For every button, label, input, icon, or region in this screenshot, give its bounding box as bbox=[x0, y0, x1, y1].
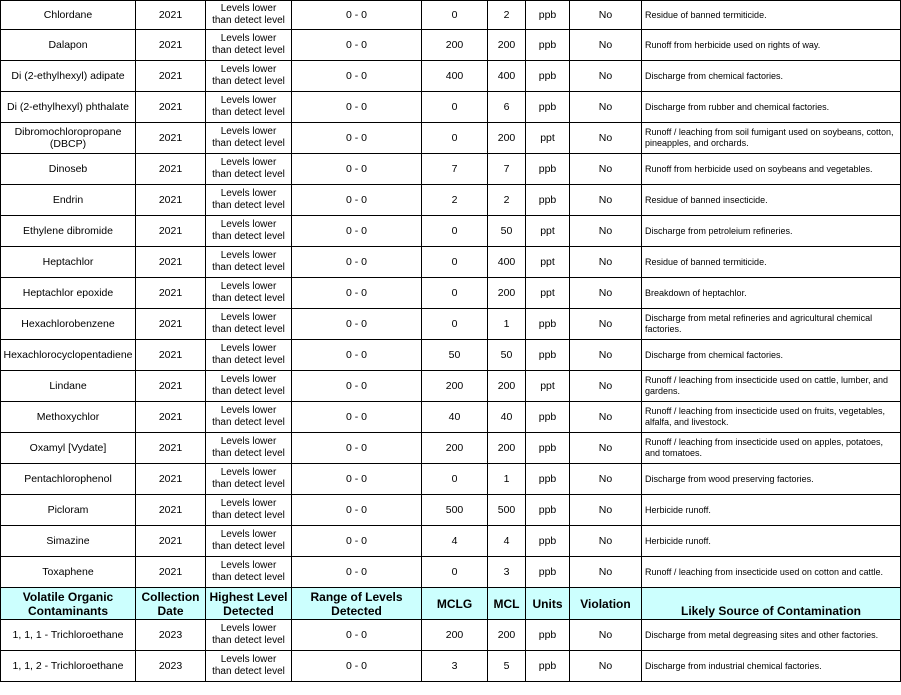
contaminant-name: Oxamyl [Vydate] bbox=[1, 433, 136, 464]
mcl-value: 40 bbox=[488, 402, 526, 433]
collection-date: 2021 bbox=[136, 402, 206, 433]
level-line: Levels lower bbox=[220, 560, 277, 571]
level-line: than detect level bbox=[212, 541, 285, 552]
likely-source: Discharge from petroleium refineries. bbox=[642, 216, 901, 247]
highest-level bbox=[206, 123, 292, 154]
range-of-levels: 0 - 0 bbox=[292, 30, 422, 61]
mclg-value: 0 bbox=[422, 309, 488, 340]
units: ppb bbox=[526, 30, 570, 61]
mclg-value: 200 bbox=[422, 30, 488, 61]
range-of-levels: 0 - 0 bbox=[292, 402, 422, 433]
contaminant-name: Dinoseb bbox=[1, 154, 136, 185]
contaminant-name: Pentachlorophenol bbox=[1, 464, 136, 495]
likely-source: Discharge from chemical factories. bbox=[642, 340, 901, 371]
range-of-levels: 0 - 0 bbox=[292, 185, 422, 216]
mclg-value: 7 bbox=[422, 154, 488, 185]
level-line: Levels lower bbox=[220, 250, 277, 261]
likely-source: Runoff from herbicide used on soybeans and vegetables. bbox=[642, 154, 901, 185]
violation: No bbox=[570, 309, 642, 340]
mcl-value: 400 bbox=[488, 247, 526, 278]
collection-date: 2021 bbox=[136, 371, 206, 402]
highest-level bbox=[206, 557, 292, 588]
contaminant-name: Heptachlor bbox=[1, 247, 136, 278]
units: ppb bbox=[526, 495, 570, 526]
contaminant-name: Simazine bbox=[1, 526, 136, 557]
mclg-value: 0 bbox=[422, 92, 488, 123]
violation: No bbox=[570, 495, 642, 526]
level-line: than detect level bbox=[212, 386, 285, 397]
table-row bbox=[1, 185, 901, 216]
highest-level bbox=[206, 247, 292, 278]
level-line: than detect level bbox=[212, 666, 285, 677]
collection-date: 2021 bbox=[136, 154, 206, 185]
mcl-value: 200 bbox=[488, 30, 526, 61]
mcl-value: 5 bbox=[488, 651, 526, 682]
range-of-levels: 0 - 0 bbox=[292, 154, 422, 185]
table-row bbox=[1, 278, 901, 309]
table-row bbox=[1, 247, 901, 278]
range-of-levels: 0 - 0 bbox=[292, 92, 422, 123]
collection-date: 2021 bbox=[136, 61, 206, 92]
likely-source: Runoff from herbicide used on rights of way. bbox=[642, 30, 901, 61]
header-contaminant: Volatile Organic Contaminants bbox=[1, 588, 136, 620]
table-row bbox=[1, 92, 901, 123]
violation: No bbox=[570, 30, 642, 61]
table-row bbox=[1, 123, 901, 154]
violation: No bbox=[570, 185, 642, 216]
header-highest: Highest Level Detected bbox=[206, 588, 292, 620]
table-row bbox=[1, 309, 901, 340]
table-row bbox=[1, 402, 901, 433]
violation: No bbox=[570, 620, 642, 651]
violation: No bbox=[570, 61, 642, 92]
contaminant-name: Methoxychlor bbox=[1, 402, 136, 433]
range-of-levels: 0 - 0 bbox=[292, 433, 422, 464]
mclg-value: 200 bbox=[422, 371, 488, 402]
violation: No bbox=[570, 247, 642, 278]
range-of-levels: 0 - 0 bbox=[292, 123, 422, 154]
table-row bbox=[1, 526, 901, 557]
highest-level bbox=[206, 216, 292, 247]
units: ppt bbox=[526, 371, 570, 402]
violation: No bbox=[570, 1, 642, 30]
header-mcl: MCL bbox=[488, 588, 526, 620]
mclg-value: 0 bbox=[422, 123, 488, 154]
likely-source: Runoff / leaching from insecticide used on cattle, lumber, and gardens. bbox=[642, 371, 901, 402]
level-line: than detect level bbox=[212, 293, 285, 304]
mclg-value: 500 bbox=[422, 495, 488, 526]
highest-level bbox=[206, 371, 292, 402]
likely-source: Residue of banned insecticide. bbox=[642, 185, 901, 216]
collection-date: 2021 bbox=[136, 495, 206, 526]
range-of-levels: 0 - 0 bbox=[292, 309, 422, 340]
level-line: Levels lower bbox=[220, 188, 277, 199]
contaminant-name: Hexachlorobenzene bbox=[1, 309, 136, 340]
contaminant-name: Lindane bbox=[1, 371, 136, 402]
level-line: Levels lower bbox=[220, 529, 277, 540]
range-of-levels: 0 - 0 bbox=[292, 557, 422, 588]
likely-source: Runoff / leaching from insecticide used on cotton and cattle. bbox=[642, 557, 901, 588]
collection-date: 2023 bbox=[136, 620, 206, 651]
contaminant-name: Dibromochloropropane (DBCP) bbox=[1, 123, 136, 154]
violation: No bbox=[570, 154, 642, 185]
mcl-value: 200 bbox=[488, 123, 526, 154]
contaminant-name: Hexachlorocyclopentadiene bbox=[1, 340, 136, 371]
level-line: Levels lower bbox=[220, 33, 277, 44]
level-line: Levels lower bbox=[220, 157, 277, 168]
contaminant-name: 1, 1, 1 - Trichloroethane bbox=[1, 620, 136, 651]
level-line: than detect level bbox=[212, 107, 285, 118]
contaminant-name: Heptachlor epoxide bbox=[1, 278, 136, 309]
units: ppt bbox=[526, 123, 570, 154]
table-row bbox=[1, 557, 901, 588]
collection-date: 2021 bbox=[136, 433, 206, 464]
contaminant-name: Picloram bbox=[1, 495, 136, 526]
mclg-value: 40 bbox=[422, 402, 488, 433]
highest-level bbox=[206, 651, 292, 682]
range-of-levels: 0 - 0 bbox=[292, 651, 422, 682]
range-of-levels: 0 - 0 bbox=[292, 495, 422, 526]
table-row bbox=[1, 30, 901, 61]
likely-source: Discharge from chemical factories. bbox=[642, 61, 901, 92]
contaminant-name: Di (2-ethylhexyl) phthalate bbox=[1, 92, 136, 123]
likely-source: Discharge from metal refineries and agricultural chemical factories. bbox=[642, 309, 901, 340]
likely-source: Runoff / leaching from insecticide used on apples, potatoes, and tomatoes. bbox=[642, 433, 901, 464]
contaminant-name: Chlordane bbox=[1, 1, 136, 30]
table-row bbox=[1, 495, 901, 526]
highest-level bbox=[206, 620, 292, 651]
range-of-levels: 0 - 0 bbox=[292, 526, 422, 557]
mclg-value: 0 bbox=[422, 278, 488, 309]
units: ppb bbox=[526, 340, 570, 371]
table-row bbox=[1, 61, 901, 92]
mcl-value: 50 bbox=[488, 216, 526, 247]
mclg-value: 3 bbox=[422, 651, 488, 682]
range-of-levels: 0 - 0 bbox=[292, 464, 422, 495]
mclg-value: 50 bbox=[422, 340, 488, 371]
table-row bbox=[1, 340, 901, 371]
header-date: Collection Date bbox=[136, 588, 206, 620]
collection-date: 2023 bbox=[136, 651, 206, 682]
highest-level bbox=[206, 154, 292, 185]
mcl-value: 1 bbox=[488, 464, 526, 495]
mcl-value: 200 bbox=[488, 620, 526, 651]
highest-level bbox=[206, 309, 292, 340]
mclg-value: 200 bbox=[422, 433, 488, 464]
violation: No bbox=[570, 92, 642, 123]
violation: No bbox=[570, 216, 642, 247]
level-line: than detect level bbox=[212, 45, 285, 56]
mclg-value: 0 bbox=[422, 247, 488, 278]
violation: No bbox=[570, 123, 642, 154]
collection-date: 2021 bbox=[136, 185, 206, 216]
level-line: than detect level bbox=[212, 510, 285, 521]
level-line: than detect level bbox=[212, 448, 285, 459]
likely-source: Herbicide runoff. bbox=[642, 495, 901, 526]
level-line: than detect level bbox=[212, 479, 285, 490]
level-line: than detect level bbox=[212, 324, 285, 335]
highest-level bbox=[206, 278, 292, 309]
highest-level bbox=[206, 402, 292, 433]
range-of-levels: 0 - 0 bbox=[292, 1, 422, 30]
units: ppb bbox=[526, 92, 570, 123]
mcl-value: 50 bbox=[488, 340, 526, 371]
collection-date: 2021 bbox=[136, 557, 206, 588]
level-line: than detect level bbox=[212, 200, 285, 211]
units: ppb bbox=[526, 620, 570, 651]
collection-date: 2021 bbox=[136, 1, 206, 30]
mcl-value: 3 bbox=[488, 557, 526, 588]
likely-source: Discharge from metal degreasing sites and other factories. bbox=[642, 620, 901, 651]
mclg-value: 200 bbox=[422, 620, 488, 651]
level-line: than detect level bbox=[212, 169, 285, 180]
level-line: Levels lower bbox=[220, 343, 277, 354]
likely-source: Runoff / leaching from soil fumigant used on soybeans, cotton, pineapples, and orchards. bbox=[642, 123, 901, 154]
units: ppb bbox=[526, 557, 570, 588]
highest-level bbox=[206, 61, 292, 92]
header-violation: Violation bbox=[570, 588, 642, 620]
contaminant-name: Ethylene dibromide bbox=[1, 216, 136, 247]
level-line: Levels lower bbox=[220, 126, 277, 137]
level-line: than detect level bbox=[212, 572, 285, 583]
units: ppb bbox=[526, 1, 570, 30]
units: ppt bbox=[526, 278, 570, 309]
level-line: Levels lower bbox=[220, 281, 277, 292]
violation: No bbox=[570, 433, 642, 464]
violation: No bbox=[570, 557, 642, 588]
table-row bbox=[1, 154, 901, 185]
highest-level bbox=[206, 185, 292, 216]
mclg-value: 400 bbox=[422, 61, 488, 92]
mcl-value: 4 bbox=[488, 526, 526, 557]
mcl-value: 200 bbox=[488, 433, 526, 464]
level-line: Levels lower bbox=[220, 312, 277, 323]
mcl-value: 400 bbox=[488, 61, 526, 92]
level-line: Levels lower bbox=[220, 64, 277, 75]
level-line: Levels lower bbox=[220, 374, 277, 385]
likely-source: Breakdown of heptachlor. bbox=[642, 278, 901, 309]
likely-source: Runoff / leaching from insecticide used on fruits, vegetables, alfalfa, and livestock. bbox=[642, 402, 901, 433]
violation: No bbox=[570, 340, 642, 371]
level-line: than detect level bbox=[212, 15, 285, 26]
violation: No bbox=[570, 651, 642, 682]
level-line: than detect level bbox=[212, 635, 285, 646]
highest-level bbox=[206, 495, 292, 526]
likely-source: Discharge from rubber and chemical factories. bbox=[642, 92, 901, 123]
mclg-value: 4 bbox=[422, 526, 488, 557]
mcl-value: 500 bbox=[488, 495, 526, 526]
likely-source: Residue of banned termiticide. bbox=[642, 1, 901, 30]
range-of-levels: 0 - 0 bbox=[292, 371, 422, 402]
collection-date: 2021 bbox=[136, 340, 206, 371]
level-line: than detect level bbox=[212, 231, 285, 242]
collection-date: 2021 bbox=[136, 526, 206, 557]
level-line: than detect level bbox=[212, 138, 285, 149]
level-line: than detect level bbox=[212, 417, 285, 428]
contaminant-name: Endrin bbox=[1, 185, 136, 216]
collection-date: 2021 bbox=[136, 278, 206, 309]
table-row bbox=[1, 371, 901, 402]
table-row bbox=[1, 1, 901, 30]
likely-source: Residue of banned termiticide. bbox=[642, 247, 901, 278]
collection-date: 2021 bbox=[136, 216, 206, 247]
mcl-value: 200 bbox=[488, 371, 526, 402]
units: ppb bbox=[526, 526, 570, 557]
table-row bbox=[1, 464, 901, 495]
collection-date: 2021 bbox=[136, 30, 206, 61]
likely-source: Discharge from wood preserving factories. bbox=[642, 464, 901, 495]
highest-level bbox=[206, 464, 292, 495]
header-range: Range of Levels Detected bbox=[292, 588, 422, 620]
level-line: than detect level bbox=[212, 262, 285, 273]
likely-source: Discharge from industrial chemical factories. bbox=[642, 651, 901, 682]
table-row bbox=[1, 651, 901, 682]
range-of-levels: 0 - 0 bbox=[292, 247, 422, 278]
mcl-value: 6 bbox=[488, 92, 526, 123]
violation: No bbox=[570, 371, 642, 402]
table-row bbox=[1, 620, 901, 651]
highest-level bbox=[206, 340, 292, 371]
contaminant-name: Di (2-ethylhexyl) adipate bbox=[1, 61, 136, 92]
range-of-levels: 0 - 0 bbox=[292, 620, 422, 651]
level-line: Levels lower bbox=[220, 95, 277, 106]
units: ppb bbox=[526, 402, 570, 433]
mcl-value: 2 bbox=[488, 1, 526, 30]
range-of-levels: 0 - 0 bbox=[292, 61, 422, 92]
violation: No bbox=[570, 464, 642, 495]
level-line: Levels lower bbox=[220, 623, 277, 634]
collection-date: 2021 bbox=[136, 92, 206, 123]
header-mclg: MCLG bbox=[422, 588, 488, 620]
contaminant-name: Dalapon bbox=[1, 30, 136, 61]
level-line: than detect level bbox=[212, 355, 285, 366]
units: ppb bbox=[526, 464, 570, 495]
mcl-value: 7 bbox=[488, 154, 526, 185]
units: ppb bbox=[526, 185, 570, 216]
mclg-value: 0 bbox=[422, 557, 488, 588]
collection-date: 2021 bbox=[136, 464, 206, 495]
units: ppb bbox=[526, 154, 570, 185]
units: ppt bbox=[526, 216, 570, 247]
units: ppb bbox=[526, 433, 570, 464]
level-line: than detect level bbox=[212, 76, 285, 87]
level-line: Levels lower bbox=[220, 436, 277, 447]
mcl-value: 200 bbox=[488, 278, 526, 309]
collection-date: 2021 bbox=[136, 123, 206, 154]
level-line: Levels lower bbox=[220, 498, 277, 509]
table-row bbox=[1, 216, 901, 247]
highest-level bbox=[206, 433, 292, 464]
collection-date: 2021 bbox=[136, 247, 206, 278]
level-line: Levels lower bbox=[220, 3, 277, 14]
range-of-levels: 0 - 0 bbox=[292, 216, 422, 247]
units: ppb bbox=[526, 651, 570, 682]
header-units: Units bbox=[526, 588, 570, 620]
header-source: Likely Source of Contamination bbox=[642, 588, 901, 620]
level-line: Levels lower bbox=[220, 219, 277, 230]
collection-date: 2021 bbox=[136, 309, 206, 340]
likely-source: Herbicide runoff. bbox=[642, 526, 901, 557]
violation: No bbox=[570, 402, 642, 433]
table-row bbox=[1, 433, 901, 464]
contaminant-name: 1, 1, 2 - Trichloroethane bbox=[1, 651, 136, 682]
mclg-value: 0 bbox=[422, 216, 488, 247]
violation: No bbox=[570, 526, 642, 557]
highest-level bbox=[206, 1, 292, 30]
mclg-value: 2 bbox=[422, 185, 488, 216]
section-header-row bbox=[1, 588, 901, 620]
contaminant-name: Toxaphene bbox=[1, 557, 136, 588]
mcl-value: 2 bbox=[488, 185, 526, 216]
mcl-value: 1 bbox=[488, 309, 526, 340]
range-of-levels: 0 - 0 bbox=[292, 340, 422, 371]
units: ppt bbox=[526, 247, 570, 278]
highest-level bbox=[206, 526, 292, 557]
level-line: Levels lower bbox=[220, 467, 277, 478]
highest-level bbox=[206, 92, 292, 123]
level-line: Levels lower bbox=[220, 654, 277, 665]
highest-level bbox=[206, 30, 292, 61]
mclg-value: 0 bbox=[422, 464, 488, 495]
units: ppb bbox=[526, 309, 570, 340]
range-of-levels: 0 - 0 bbox=[292, 278, 422, 309]
violation: No bbox=[570, 278, 642, 309]
units: ppb bbox=[526, 61, 570, 92]
mclg-value: 0 bbox=[422, 1, 488, 30]
level-line: Levels lower bbox=[220, 405, 277, 416]
